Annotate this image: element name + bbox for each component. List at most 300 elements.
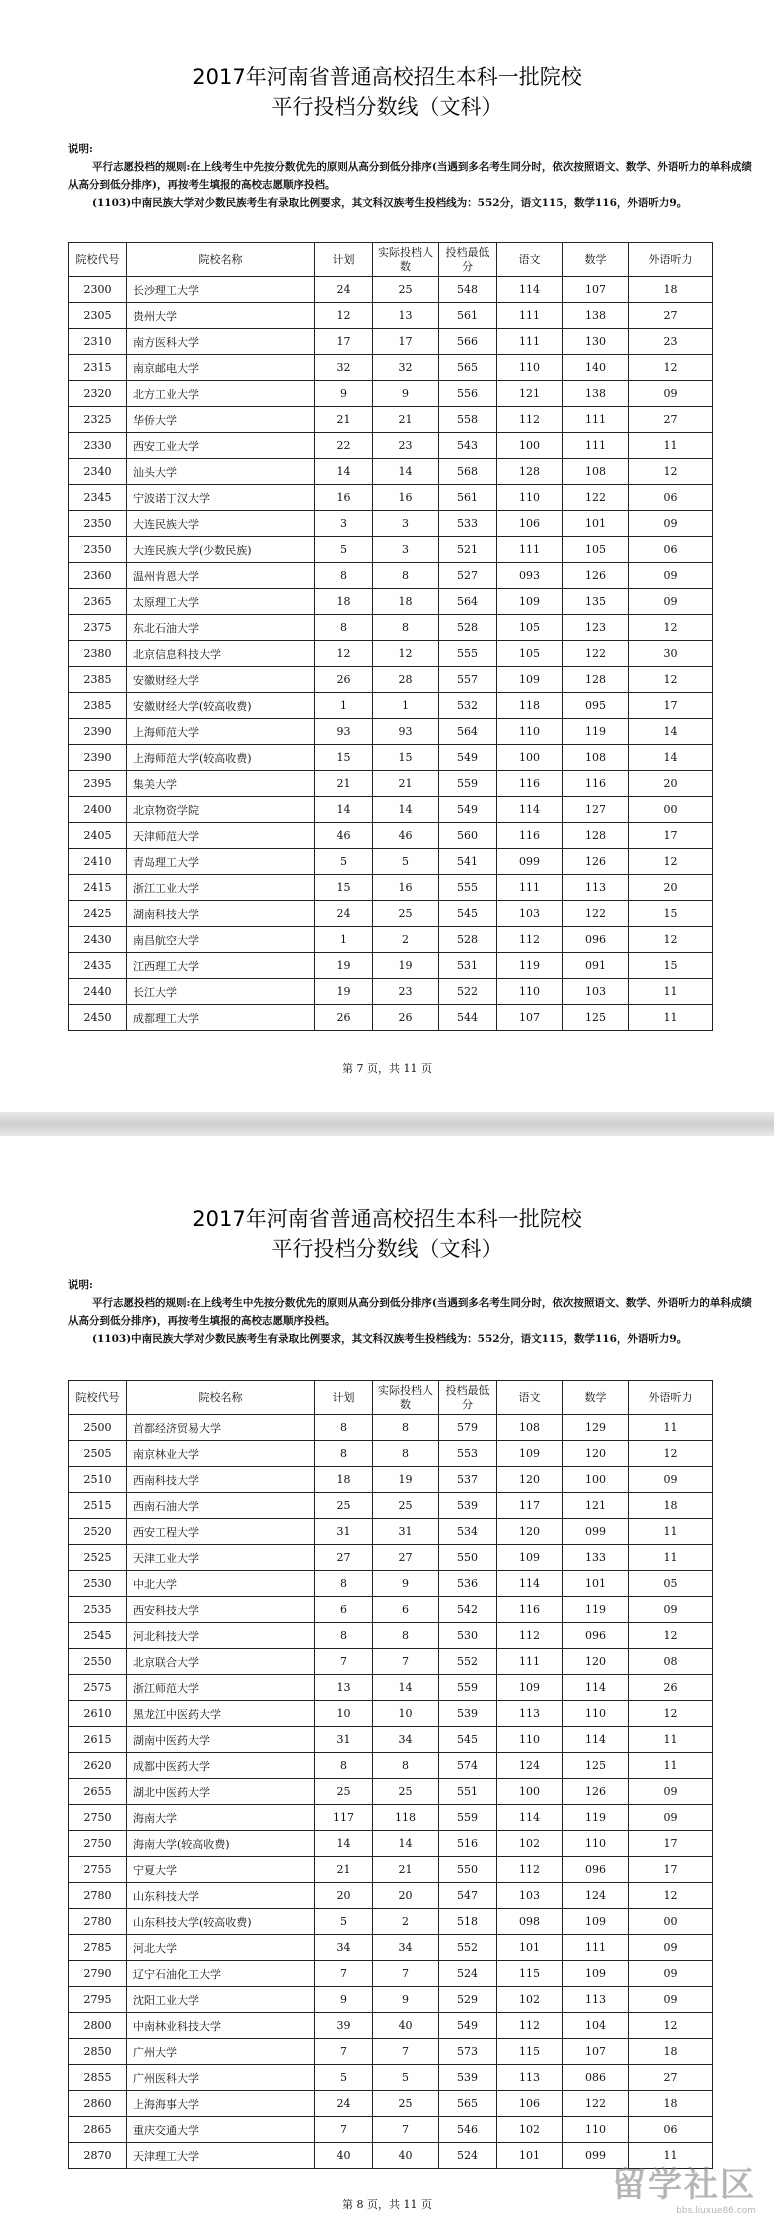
col-math: 122	[563, 901, 629, 927]
table-row	[69, 2039, 713, 2065]
col-plan: 19	[315, 953, 373, 979]
header-col-actual-count: 实际投档人数	[373, 1381, 439, 1415]
col-chinese: 112	[497, 927, 563, 953]
col-chinese: 111	[497, 303, 563, 329]
col-listening: 12	[629, 1441, 713, 1467]
col-plan: 19	[315, 979, 373, 1005]
table-row	[69, 1415, 713, 1441]
note-1103: (1103)中南民族大学对少数民族考生有录取比例要求，其文科汉族考生投档线为：552分，语文115，数学116，外语听力9。	[92, 1333, 688, 1345]
col-plan: 7	[315, 2039, 373, 2065]
col-listening: 09	[629, 1467, 713, 1493]
col-chinese: 114	[497, 277, 563, 303]
col-listening: 12	[629, 1701, 713, 1727]
col-school-code: 2755	[69, 1857, 127, 1883]
col-listening: 18	[629, 1493, 713, 1519]
col-actual-count: 8	[373, 563, 439, 589]
table-row	[69, 771, 713, 797]
col-school-code: 2325	[69, 407, 127, 433]
header-col-chinese: 语文	[497, 243, 563, 277]
col-school-name: 汕头大学	[127, 459, 315, 485]
col-math: 116	[563, 771, 629, 797]
col-min-score: 531	[439, 953, 497, 979]
col-school-name: 长江大学	[127, 979, 315, 1005]
col-math: 110	[563, 2117, 629, 2143]
col-min-score: 537	[439, 1467, 497, 1493]
header-col-plan: 计划	[315, 1381, 373, 1415]
col-school-code: 2390	[69, 745, 127, 771]
col-school-code: 2505	[69, 1441, 127, 1467]
col-plan: 16	[315, 485, 373, 511]
table-row	[69, 459, 713, 485]
col-chinese: 119	[497, 953, 563, 979]
page-title-line2: 平行投档分数线（文科）	[271, 1237, 503, 1261]
document-page-8	[0, 1136, 774, 2236]
col-chinese: 112	[497, 1623, 563, 1649]
col-math: 138	[563, 381, 629, 407]
table-row	[69, 1623, 713, 1649]
col-actual-count: 26	[373, 1005, 439, 1031]
col-school-name: 海南大学	[127, 1805, 315, 1831]
header-col-listening: 外语听力	[629, 1381, 713, 1415]
col-chinese: 107	[497, 1005, 563, 1031]
col-chinese: 103	[497, 1883, 563, 1909]
col-school-code: 2410	[69, 849, 127, 875]
col-min-score: 549	[439, 797, 497, 823]
col-plan: 15	[315, 745, 373, 771]
col-math: 111	[563, 433, 629, 459]
col-chinese: 105	[497, 615, 563, 641]
col-plan: 6	[315, 1597, 373, 1623]
col-plan: 8	[315, 1623, 373, 1649]
col-school-code: 2400	[69, 797, 127, 823]
col-actual-count: 9	[373, 1987, 439, 2013]
col-min-score: 542	[439, 1597, 497, 1623]
col-school-name: 浙江师范大学	[127, 1675, 315, 1701]
col-listening: 11	[629, 2143, 713, 2169]
col-school-code: 2860	[69, 2091, 127, 2117]
col-min-score: 543	[439, 433, 497, 459]
col-school-code: 2385	[69, 667, 127, 693]
col-listening: 18	[629, 277, 713, 303]
col-chinese: 109	[497, 589, 563, 615]
col-school-name: 长沙理工大学	[127, 277, 315, 303]
col-plan: 14	[315, 797, 373, 823]
header-col-math: 数学	[563, 243, 629, 277]
table-row	[69, 485, 713, 511]
col-chinese: 112	[497, 1857, 563, 1883]
col-math: 123	[563, 615, 629, 641]
col-min-score: 544	[439, 1005, 497, 1031]
col-math: 128	[563, 667, 629, 693]
col-math: 113	[563, 1987, 629, 2013]
col-chinese: 102	[497, 1831, 563, 1857]
col-listening: 11	[629, 979, 713, 1005]
col-school-name: 成都理工大学	[127, 1005, 315, 1031]
col-school-name: 太原理工大学	[127, 589, 315, 615]
col-chinese: 102	[497, 1987, 563, 2013]
header-col-school-name: 院校名称	[127, 243, 315, 277]
col-math: 127	[563, 797, 629, 823]
col-min-score: 527	[439, 563, 497, 589]
col-school-name: 天津工业大学	[127, 1545, 315, 1571]
col-school-name: 首都经济贸易大学	[127, 1415, 315, 1441]
col-min-score: 557	[439, 667, 497, 693]
header-col-school-name: 院校名称	[127, 1381, 315, 1415]
col-listening: 17	[629, 693, 713, 719]
col-school-code: 2785	[69, 1935, 127, 1961]
col-min-score: 524	[439, 2143, 497, 2169]
col-school-code: 2365	[69, 589, 127, 615]
col-min-score: 565	[439, 355, 497, 381]
col-school-name: 安徽财经大学(较高收费)	[127, 693, 315, 719]
col-school-code: 2610	[69, 1701, 127, 1727]
header-col-math: 数学	[563, 1381, 629, 1415]
col-listening: 17	[629, 1857, 713, 1883]
table-row	[69, 407, 713, 433]
col-chinese: 105	[497, 641, 563, 667]
col-math: 114	[563, 1675, 629, 1701]
col-min-score: 532	[439, 693, 497, 719]
col-school-name: 沈阳工业大学	[127, 1987, 315, 2013]
col-actual-count: 25	[373, 277, 439, 303]
col-actual-count: 27	[373, 1545, 439, 1571]
col-listening: 11	[629, 1415, 713, 1441]
col-math: 103	[563, 979, 629, 1005]
table-row	[69, 303, 713, 329]
col-chinese: 106	[497, 511, 563, 537]
col-actual-count: 17	[373, 329, 439, 355]
col-math: 113	[563, 875, 629, 901]
col-school-code: 2405	[69, 823, 127, 849]
col-actual-count: 16	[373, 875, 439, 901]
col-actual-count: 20	[373, 1883, 439, 1909]
col-listening: 12	[629, 615, 713, 641]
col-school-code: 2780	[69, 1883, 127, 1909]
col-school-code: 2310	[69, 329, 127, 355]
table-row	[69, 693, 713, 719]
col-chinese: 128	[497, 459, 563, 485]
table-row	[69, 2091, 713, 2117]
col-chinese: 110	[497, 979, 563, 1005]
col-chinese: 113	[497, 2065, 563, 2091]
col-plan: 12	[315, 641, 373, 667]
col-math: 111	[563, 1935, 629, 1961]
col-listening: 14	[629, 719, 713, 745]
col-actual-count: 40	[373, 2143, 439, 2169]
col-school-code: 2750	[69, 1831, 127, 1857]
col-school-code: 2780	[69, 1909, 127, 1935]
col-plan: 40	[315, 2143, 373, 2169]
col-min-score: 566	[439, 329, 497, 355]
col-math: 119	[563, 719, 629, 745]
col-school-name: 青岛理工大学	[127, 849, 315, 875]
table-row	[69, 875, 713, 901]
table-row	[69, 979, 713, 1005]
col-plan: 26	[315, 1005, 373, 1031]
col-actual-count: 7	[373, 2039, 439, 2065]
col-plan: 9	[315, 381, 373, 407]
col-min-score: 548	[439, 277, 497, 303]
col-school-code: 2515	[69, 1493, 127, 1519]
table-row	[69, 1961, 713, 1987]
col-min-score: 549	[439, 745, 497, 771]
col-math: 122	[563, 641, 629, 667]
col-min-score: 528	[439, 927, 497, 953]
col-math: 108	[563, 459, 629, 485]
col-actual-count: 13	[373, 303, 439, 329]
col-min-score: 534	[439, 1519, 497, 1545]
col-actual-count: 25	[373, 2091, 439, 2117]
col-school-code: 2450	[69, 1005, 127, 1031]
col-min-score: 556	[439, 381, 497, 407]
table-row	[69, 1805, 713, 1831]
col-plan: 3	[315, 511, 373, 537]
col-min-score: 550	[439, 1545, 497, 1571]
col-listening: 06	[629, 2117, 713, 2143]
watermark-text: 留学社区	[612, 2165, 756, 2205]
col-plan: 24	[315, 2091, 373, 2117]
col-math: 125	[563, 1005, 629, 1031]
col-school-name: 河北大学	[127, 1935, 315, 1961]
col-actual-count: 3	[373, 537, 439, 563]
col-school-name: 山东科技大学(较高收费)	[127, 1909, 315, 1935]
col-min-score: 528	[439, 615, 497, 641]
col-listening: 17	[629, 823, 713, 849]
col-plan: 15	[315, 875, 373, 901]
col-actual-count: 8	[373, 1441, 439, 1467]
col-plan: 8	[315, 615, 373, 641]
col-math: 108	[563, 745, 629, 771]
col-chinese: 112	[497, 407, 563, 433]
page-title-line1: 2017年河南省普通高校招生本科一批院校	[192, 65, 582, 89]
col-chinese: 098	[497, 1909, 563, 1935]
col-actual-count: 25	[373, 1779, 439, 1805]
col-chinese: 112	[497, 2013, 563, 2039]
col-chinese: 108	[497, 1415, 563, 1441]
col-listening: 11	[629, 1519, 713, 1545]
col-listening: 12	[629, 1623, 713, 1649]
col-listening: 18	[629, 2091, 713, 2117]
col-chinese: 100	[497, 745, 563, 771]
col-school-code: 2330	[69, 433, 127, 459]
col-school-name: 南方医科大学	[127, 329, 315, 355]
col-school-name: 西安工业大学	[127, 433, 315, 459]
col-min-score: 560	[439, 823, 497, 849]
col-plan: 25	[315, 1493, 373, 1519]
col-school-code: 2525	[69, 1545, 127, 1571]
col-listening: 27	[629, 303, 713, 329]
table-row	[69, 1649, 713, 1675]
col-school-name: 上海海事大学	[127, 2091, 315, 2117]
col-school-name: 贵州大学	[127, 303, 315, 329]
col-plan: 7	[315, 1961, 373, 1987]
col-school-name: 上海师范大学(较高收费)	[127, 745, 315, 771]
col-listening: 12	[629, 459, 713, 485]
col-actual-count: 21	[373, 1857, 439, 1883]
col-school-name: 天津理工大学	[127, 2143, 315, 2169]
col-chinese: 109	[497, 1675, 563, 1701]
col-actual-count: 14	[373, 797, 439, 823]
col-listening: 11	[629, 1753, 713, 1779]
col-plan: 32	[315, 355, 373, 381]
table-row	[69, 2117, 713, 2143]
col-plan: 14	[315, 1831, 373, 1857]
col-school-name: 西安工程大学	[127, 1519, 315, 1545]
col-listening: 09	[629, 1961, 713, 1987]
col-min-score: 552	[439, 1935, 497, 1961]
col-school-name: 广州医科大学	[127, 2065, 315, 2091]
col-listening: 17	[629, 1831, 713, 1857]
col-actual-count: 25	[373, 1493, 439, 1519]
table-row	[69, 1545, 713, 1571]
col-min-score: 565	[439, 2091, 497, 2117]
col-school-code: 2535	[69, 1597, 127, 1623]
col-plan: 13	[315, 1675, 373, 1701]
col-school-code: 2620	[69, 1753, 127, 1779]
col-plan: 24	[315, 901, 373, 927]
col-min-score: 550	[439, 1857, 497, 1883]
col-math: 107	[563, 2039, 629, 2065]
col-math: 126	[563, 563, 629, 589]
col-plan: 1	[315, 693, 373, 719]
col-plan: 21	[315, 407, 373, 433]
col-min-score: 536	[439, 1571, 497, 1597]
col-chinese: 111	[497, 1649, 563, 1675]
col-math: 100	[563, 1467, 629, 1493]
col-school-code: 2500	[69, 1415, 127, 1441]
col-school-code: 2510	[69, 1467, 127, 1493]
col-school-name: 集美大学	[127, 771, 315, 797]
col-listening: 11	[629, 1727, 713, 1753]
col-min-score: 545	[439, 901, 497, 927]
col-school-name: 山东科技大学	[127, 1883, 315, 1909]
col-min-score: 561	[439, 485, 497, 511]
col-actual-count: 23	[373, 433, 439, 459]
col-min-score: 552	[439, 1649, 497, 1675]
col-school-name: 辽宁石油化工大学	[127, 1961, 315, 1987]
col-school-code: 2795	[69, 1987, 127, 2013]
col-school-name: 海南大学(较高收费)	[127, 1831, 315, 1857]
header-col-actual-count: 实际投档人数	[373, 243, 439, 277]
col-min-score: 539	[439, 1493, 497, 1519]
col-listening: 00	[629, 1909, 713, 1935]
page-footer: 第 7 页，共 11 页	[342, 1062, 432, 1075]
col-school-name: 北京物资学院	[127, 797, 315, 823]
col-plan: 24	[315, 277, 373, 303]
col-math: 095	[563, 693, 629, 719]
col-listening: 27	[629, 2065, 713, 2091]
col-school-code: 2350	[69, 537, 127, 563]
col-plan: 9	[315, 1987, 373, 2013]
col-chinese: 115	[497, 1961, 563, 1987]
col-listening: 09	[629, 1597, 713, 1623]
score-table	[68, 242, 713, 1031]
table-header-row	[69, 1381, 713, 1415]
col-actual-count: 32	[373, 355, 439, 381]
col-math: 140	[563, 355, 629, 381]
table-row	[69, 797, 713, 823]
col-math: 114	[563, 1727, 629, 1753]
col-math: 138	[563, 303, 629, 329]
col-school-name: 东北石油大学	[127, 615, 315, 641]
col-min-score: 516	[439, 1831, 497, 1857]
col-chinese: 114	[497, 1571, 563, 1597]
col-plan: 17	[315, 329, 373, 355]
col-math: 125	[563, 1753, 629, 1779]
col-min-score: 541	[439, 849, 497, 875]
col-chinese: 111	[497, 537, 563, 563]
col-school-code: 2340	[69, 459, 127, 485]
col-plan: 10	[315, 1701, 373, 1727]
col-chinese: 114	[497, 797, 563, 823]
col-listening: 09	[629, 381, 713, 407]
col-school-code: 2320	[69, 381, 127, 407]
col-chinese: 099	[497, 849, 563, 875]
col-school-name: 安徽财经大学	[127, 667, 315, 693]
col-min-score: 559	[439, 1675, 497, 1701]
col-school-code: 2440	[69, 979, 127, 1005]
col-actual-count: 7	[373, 1961, 439, 1987]
table-row	[69, 1935, 713, 1961]
col-actual-count: 5	[373, 2065, 439, 2091]
col-school-code: 2315	[69, 355, 127, 381]
col-min-score: 555	[439, 641, 497, 667]
col-school-code: 2415	[69, 875, 127, 901]
col-school-code: 2380	[69, 641, 127, 667]
col-plan: 8	[315, 1571, 373, 1597]
col-plan: 21	[315, 1857, 373, 1883]
col-math: 120	[563, 1441, 629, 1467]
col-chinese: 117	[497, 1493, 563, 1519]
col-min-score: 564	[439, 589, 497, 615]
table-row	[69, 1467, 713, 1493]
col-listening: 15	[629, 953, 713, 979]
col-min-score: 539	[439, 2065, 497, 2091]
col-min-score: 558	[439, 407, 497, 433]
col-math: 109	[563, 1909, 629, 1935]
table-row	[69, 2065, 713, 2091]
col-plan: 25	[315, 1779, 373, 1805]
col-min-score: 574	[439, 1753, 497, 1779]
col-min-score: 518	[439, 1909, 497, 1935]
col-school-name: 重庆交通大学	[127, 2117, 315, 2143]
col-plan: 46	[315, 823, 373, 849]
col-school-name: 大连民族大学	[127, 511, 315, 537]
table-row	[69, 1779, 713, 1805]
col-actual-count: 19	[373, 953, 439, 979]
col-chinese: 101	[497, 1935, 563, 1961]
col-listening: 06	[629, 537, 713, 563]
table-row	[69, 1519, 713, 1545]
col-actual-count: 19	[373, 1467, 439, 1493]
col-math: 096	[563, 1623, 629, 1649]
col-math: 107	[563, 277, 629, 303]
col-actual-count: 2	[373, 927, 439, 953]
col-school-name: 西南科技大学	[127, 1467, 315, 1493]
col-school-name: 湖南中医药大学	[127, 1727, 315, 1753]
col-math: 124	[563, 1883, 629, 1909]
col-math: 096	[563, 1857, 629, 1883]
col-math: 135	[563, 589, 629, 615]
col-actual-count: 8	[373, 615, 439, 641]
col-chinese: 103	[497, 901, 563, 927]
col-actual-count: 7	[373, 2117, 439, 2143]
table-row	[69, 1493, 713, 1519]
table-row	[69, 329, 713, 355]
col-min-score: 521	[439, 537, 497, 563]
table-row	[69, 277, 713, 303]
col-plan: 93	[315, 719, 373, 745]
